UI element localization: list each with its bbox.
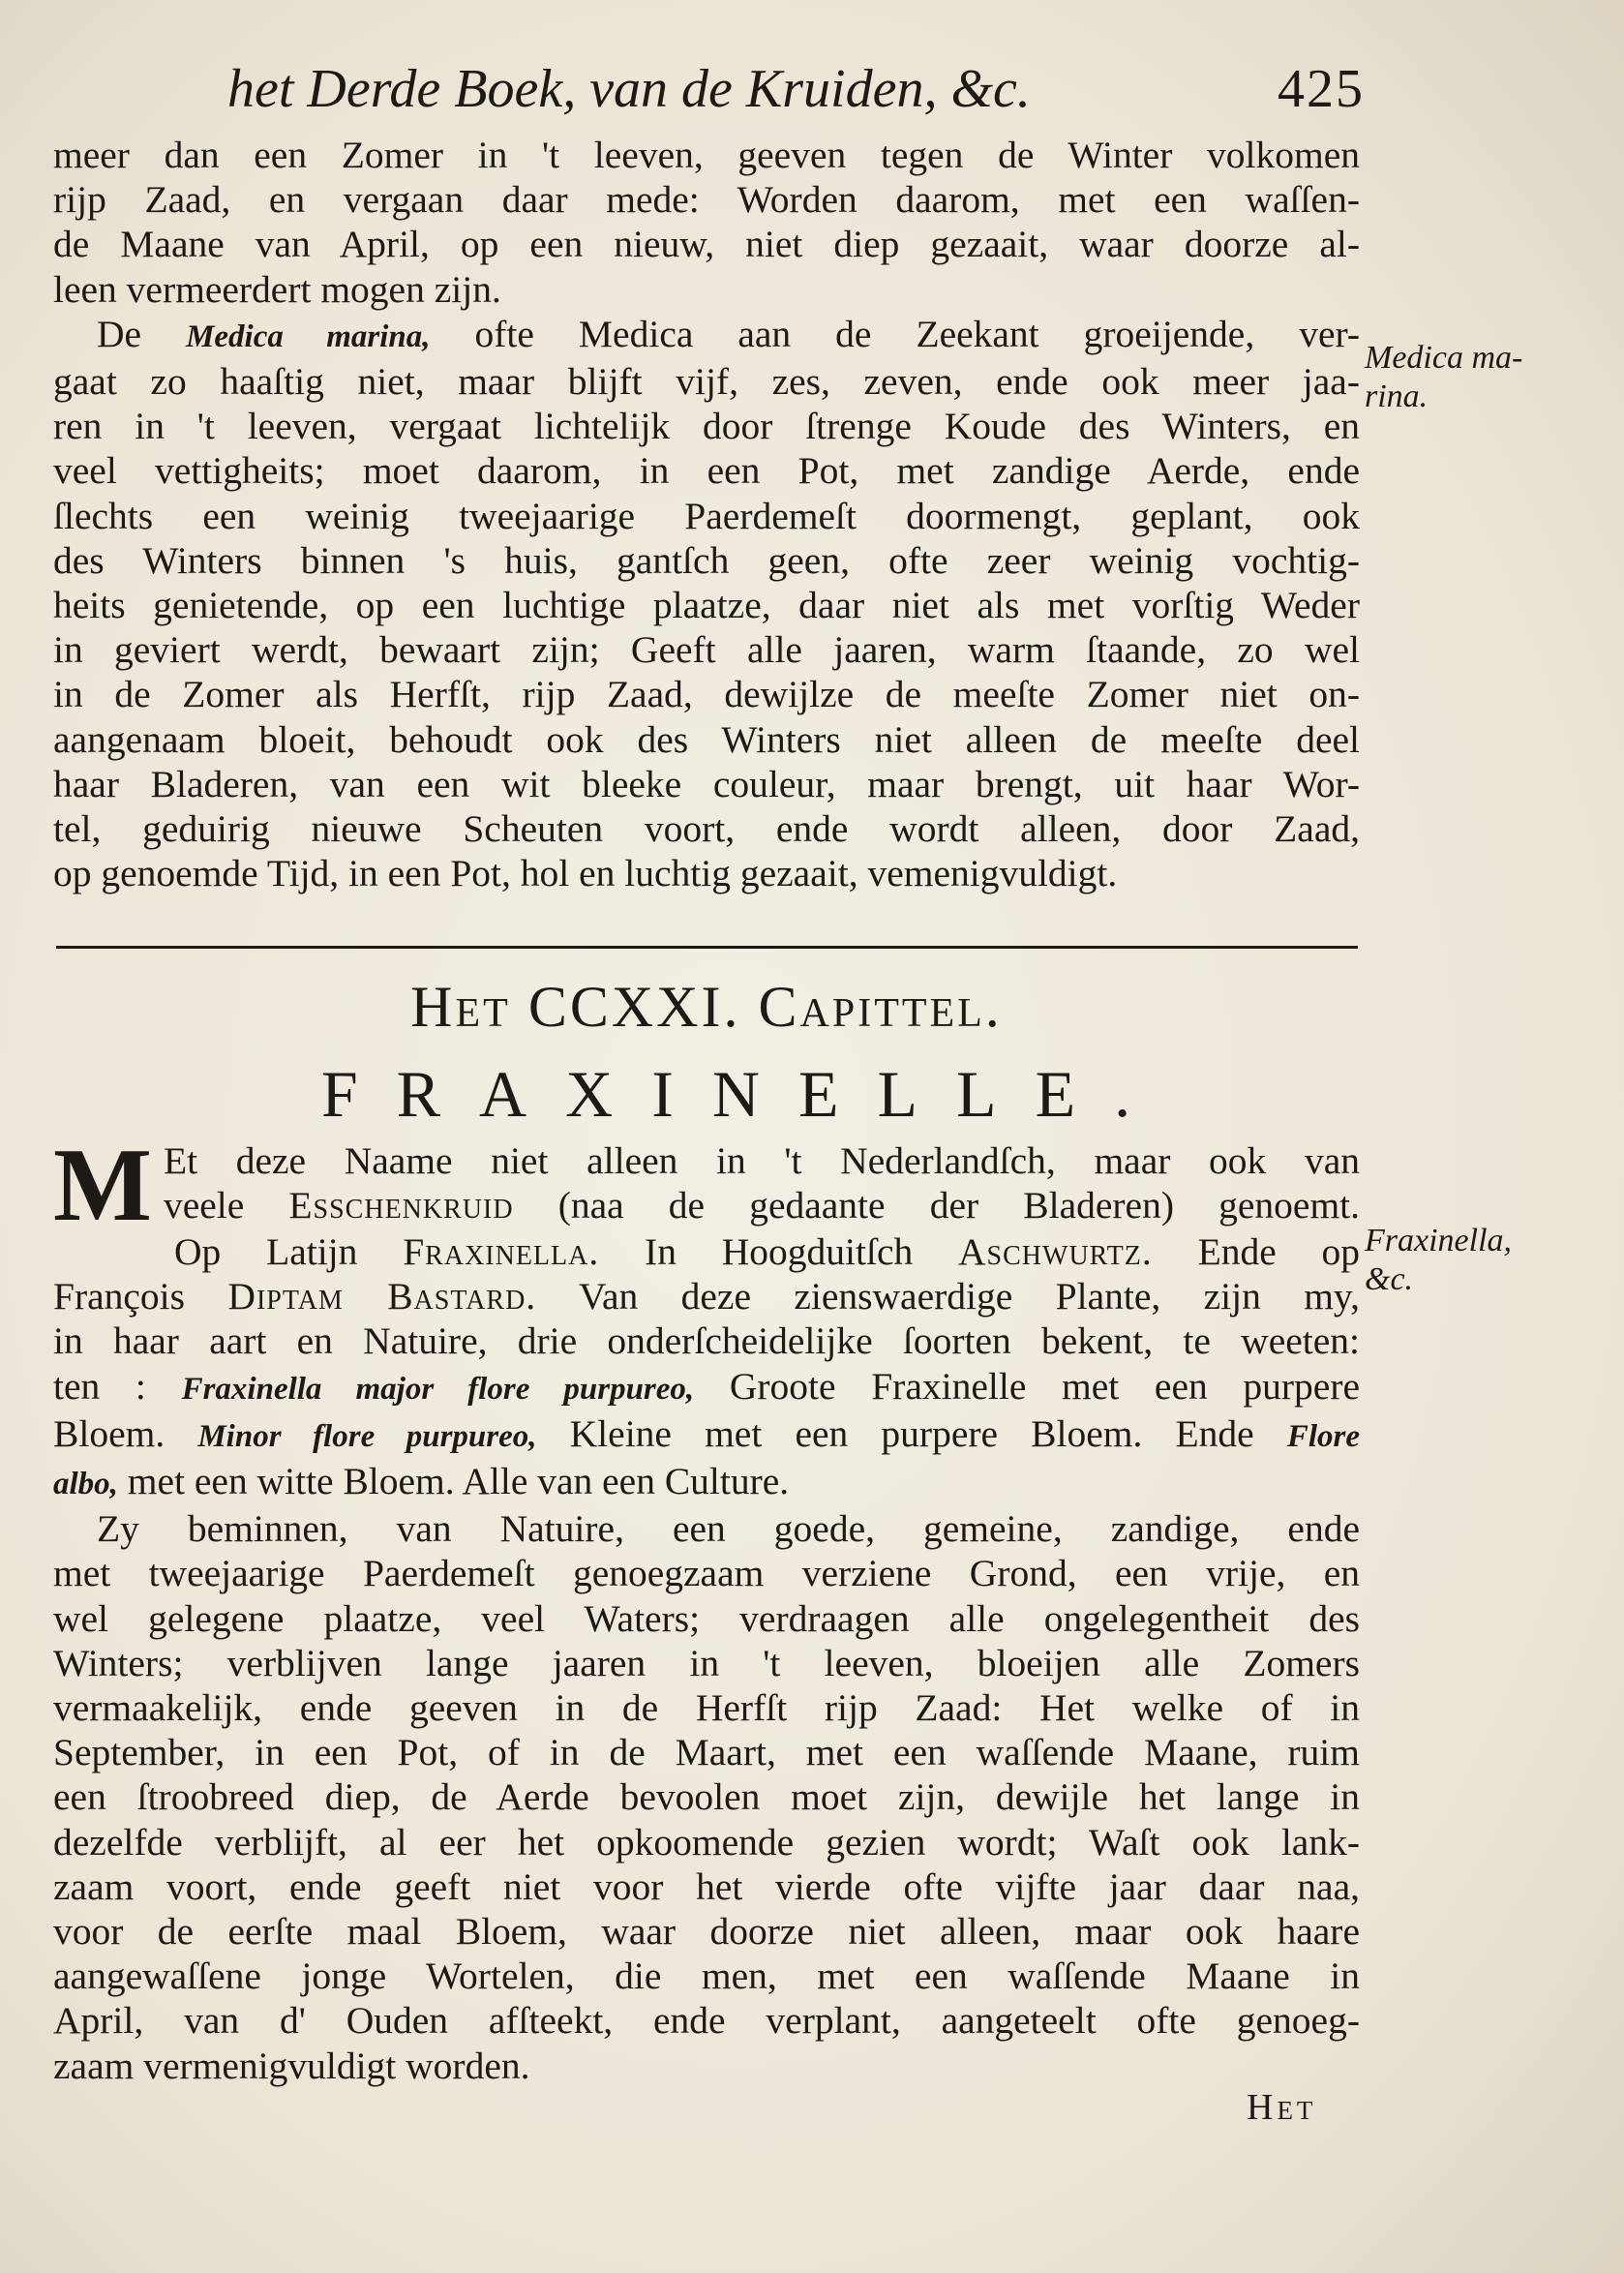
top-text-block [53, 133, 1360, 895]
text-line: tel, geduirig nieuwe Scheuten voort, ende wordt alleen, door Zaad, [53, 807, 1360, 851]
text-line: meer dan een Zomer in 't leeven, geeven tegen de Winter volkomen [53, 134, 1360, 176]
fraxinella-term: Fraxinella. [403, 1230, 600, 1273]
text-line: des Winters binnen 's huis, gantſch geen, ofte zeer weinig vochtig- [53, 538, 1360, 582]
margin-note-line: Medica ma- [1365, 340, 1523, 376]
paragraph-3-body [53, 1274, 1360, 1459]
margin-note-fraxinella [1365, 1222, 1558, 1299]
text-segment: Van deze zienswaerdige Plante, zijn my, [578, 1275, 1360, 1318]
text-line: in geviert werdt, bewaart zijn; Geeft alle jaaren, warm ſtaande, zo wel [53, 628, 1360, 672]
running-title: het Derde Boek, van de Kruiden, &c. [227, 59, 1031, 119]
text-line: zaam vermenigvuldigt worden. [53, 2044, 530, 2087]
text-line: April, van d' Ouden afſteekt, ende verplant, aangeteelt ofte genoeg- [53, 1999, 1360, 2043]
para2-lead: De [97, 312, 142, 355]
page-number: 425 [1278, 59, 1365, 119]
margin-note-line: rina. [1365, 379, 1429, 414]
text-line: Et deze Naame niet alleen in 't Nederlandſch, maar ook van [163, 1139, 1360, 1182]
latin-name: Flore [1286, 1418, 1360, 1454]
esschenkruid-term: Esschenkruid [288, 1184, 514, 1227]
text-line: haar Bladeren, van een wit bleeke couleur, maar brengt, uit haar Wor- [53, 762, 1360, 805]
paragraph-1 [53, 133, 1360, 267]
text-line: aangenaam bloeit, behoudt ook des Winters niet alleen de meeſte deel [53, 717, 1360, 761]
chapter-subtitle: FRAXINELLE. [320, 1057, 1170, 1131]
text-line [53, 312, 1360, 359]
text-line: in haar aart en Natuire, drie onderſcheidelijke ſoorten bekent, te weeten: [53, 1319, 1360, 1363]
bottom-text-block [53, 1128, 1361, 2088]
text-segment: veele [163, 1184, 245, 1227]
drop-cap: M [53, 1128, 152, 1243]
text-line [53, 1183, 1360, 1227]
paragraph-1-end [53, 267, 1360, 312]
text-line [53, 1459, 1360, 1506]
paragraph-4-body [53, 1551, 1360, 2043]
text-segment: Kleine met een purpere Bloem. Ende [569, 1411, 1254, 1455]
medica-marina-term: Medica marina, [186, 318, 431, 354]
text-line: in de Zomer als Herfſt, rijp Zaad, dewijlze de meeſte Zomer niet on- [53, 673, 1360, 716]
text-line: met tweejaarige Paerdemeſt genoegzaam verziene Grond, een vrije, en [53, 1552, 1360, 1595]
text-line: aangewaſſene jonge Wortelen, die men, met een waſſende Maane in [53, 1955, 1360, 1998]
text-segment: (naa de gedaante der Bladeren) genoemt. [557, 1184, 1361, 1227]
text-segment: Ende op [1197, 1230, 1361, 1273]
text-line [53, 1364, 1360, 1411]
text-line: gaat zo haaſtig niet, maar blijft vijf, zes, zeven, ende ook meer jaa- [53, 360, 1360, 404]
page-header [227, 50, 1365, 128]
paragraph-2-body [53, 359, 1360, 851]
text-line: dezelfde verblijft, al eer het opkoomende gezien wordt; Waſt ook lank- [53, 1820, 1360, 1864]
text-segment: met een witte Bloem. Alle van een Culture. [127, 1460, 790, 1503]
latin-name: Fraxinella major flore purpureo, [181, 1371, 695, 1407]
text-line: ren in 't leeven, vergaat lichtelijk door ſtrenge Koude des Winters, en [53, 405, 1360, 448]
margin-note-medica-marina [1365, 339, 1558, 416]
text-line: ſlechts een weinig tweejaarige Paerdemeſt doormengt, geplant, ook [53, 494, 1360, 537]
paragraph-3-start [53, 1128, 1361, 1243]
paragraph-3-end [53, 1459, 1360, 1506]
margin-note-line: Fraxinella, [1365, 1223, 1513, 1258]
paragraph-3-line3 [53, 1229, 1360, 1274]
text-line: voor de eerſte maal Bloem, waar doorze niet alleen, maar ook haare [53, 1910, 1360, 1954]
text-line [53, 1411, 1360, 1459]
paragraph-4 [53, 1506, 1360, 1551]
text-line: heits genietende, op een luchtige plaatze, daar niet als met vorſtig Weder [53, 584, 1360, 627]
catchword: Het [1247, 2087, 1317, 2128]
latin-name: Minor flore purpureo, [197, 1418, 537, 1454]
diptam-bastard-term: Diptam Bastard. [227, 1275, 537, 1318]
text-line: de Maane van April, op een nieuw, niet diep gezaait, waar doorze al- [53, 223, 1360, 266]
text-line: zaam voort, ende geeft niet voor het vierde ofte vijfte jaar daar naa, [53, 1864, 1360, 1908]
text-line [53, 1229, 1360, 1274]
text-segment: Groote Fraxinelle met een purpere [729, 1364, 1361, 1408]
text-segment: ten : [53, 1364, 146, 1408]
text-line: een ſtroobreed diep, de Aerde bevoolen moet zijn, dewijle het lange in [53, 1775, 1360, 1819]
text-line: September, in een Pot, of in de Maart, met een waſſende Maane, ruim [53, 1731, 1360, 1774]
paragraph-4-end [53, 2044, 1360, 2088]
text-segment: In Hoogduitſch [645, 1230, 914, 1273]
section-divider [56, 946, 1358, 949]
text-line: rijp Zaad, en vergaan daar mede: Worden daarom, met een waſſen- [53, 178, 1360, 222]
text-line: leen vermeerdert mogen zijn. [53, 267, 501, 311]
text-segment: Op Latijn [174, 1230, 358, 1273]
text-line [53, 1274, 1360, 1318]
paragraph-2-end [53, 851, 1360, 895]
chapter-title: Het CCXXI. Capittel. [410, 975, 1003, 1039]
text-line: veel vettigheits; moet daarom, in een Pot, met zandige Aerde, ende [53, 449, 1360, 493]
text-line: wel gelegene plaatze, veel Waters; verdraagen alle ongelegentheit des [53, 1596, 1360, 1640]
latin-name: albo, [53, 1467, 118, 1502]
paragraph-2 [53, 312, 1360, 359]
aschwurtz-term: Aschwurtz. [958, 1230, 1153, 1273]
text-segment: François [53, 1275, 186, 1318]
para2-first-rest: ofte Medica aan de Zeekant groeijende, ver- [474, 312, 1361, 355]
text-line: Winters; verblijven lange jaaren in 't leeven, bloeijen alle Zomers [53, 1641, 1360, 1684]
text-line: Zy beminnen, van Natuire, een goede, gemeine, zandige, ende [97, 1507, 1360, 1551]
margin-note-line: &c. [1365, 1261, 1414, 1297]
text-line: vermaakelijk, ende geeven in de Herfſt rijp Zaad: Het welke of in [53, 1686, 1360, 1730]
text-segment: Bloem. [53, 1411, 165, 1455]
text-line: op genoemde Tijd, in een Pot, hol en luchtig gezaait, vemenigvuldigt. [53, 852, 1118, 895]
